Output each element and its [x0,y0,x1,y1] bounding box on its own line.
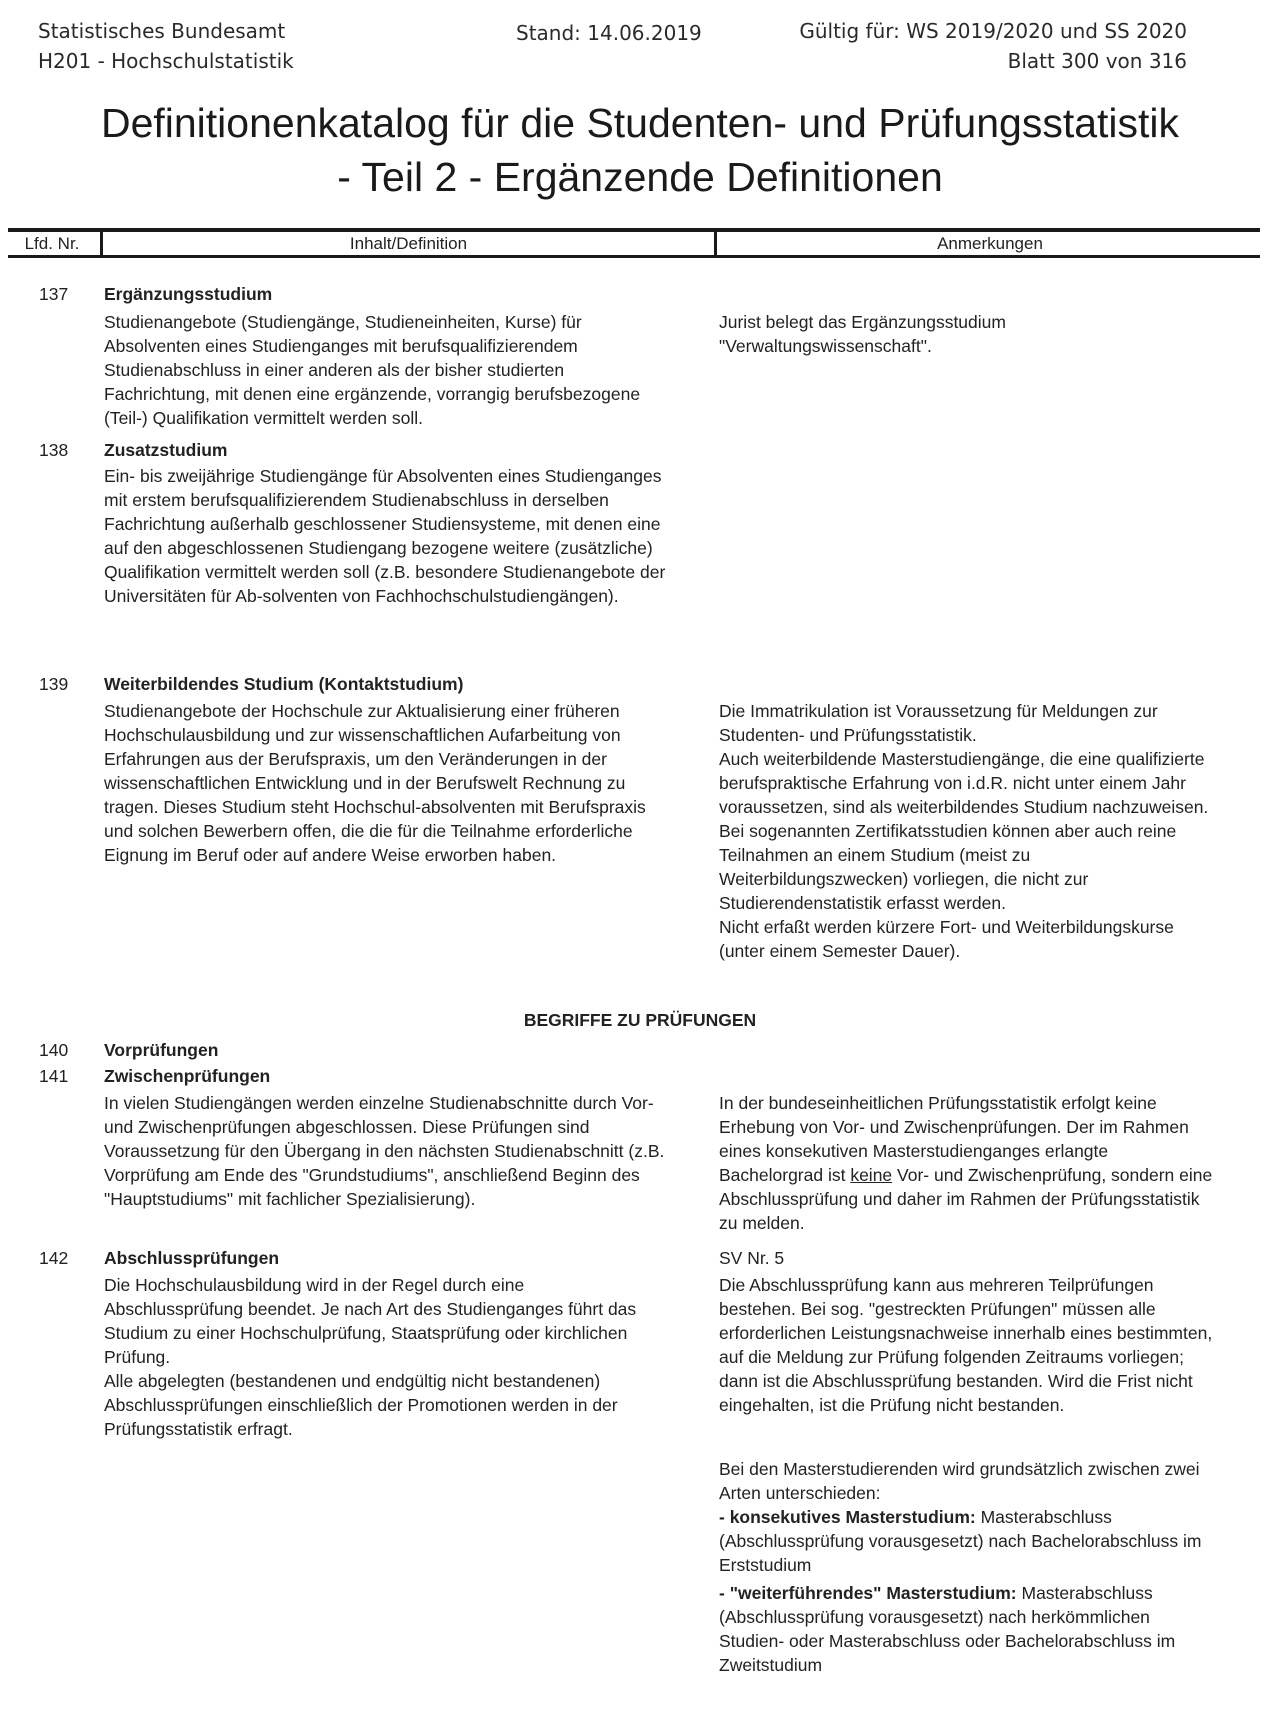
validity-period: Gültig für: WS 2019/2020 und SS 2020 [799,19,1187,43]
entry-number: 142 [39,1248,69,1268]
definition-line: wissenschaftlichen Entwicklung und in der Berufswelt Rechnung zu [104,773,626,793]
remark-line: Arten unterschieden: [719,1483,881,1503]
definition-line: Erfahrungen aus der Berufspraxis, um den Veränderungen in der [104,749,607,769]
sheet-number: Blatt 300 von 316 [1007,49,1187,73]
remark-line: Bei sogenannten Zertifikatsstudien können aber auch reine [719,821,1177,841]
remark-line: Die Immatrikulation ist Voraussetzung für Meldungen zur [719,701,1158,721]
definition-line: und solchen Bewerbern offen, die die für die Teilnahme erforderliche [104,821,633,841]
remark-line: zu melden. [719,1213,805,1233]
entry-definition [104,464,719,608]
entry-number: 139 [39,674,69,694]
definition-line: und Zwischenprüfungen abgeschlossen. Diese Prüfungen sind [104,1117,590,1137]
title-line-2: - Teil 2 - Ergänzende Definitionen [337,154,943,200]
remark-line: SV Nr. 5 [719,1248,785,1268]
entry-number: 140 [39,1040,69,1060]
entry-definition [104,1273,719,1441]
definition-line: Abschlussprüfung beendet. Je nach Art des Studienganges führt das [104,1299,637,1319]
entry-remark [719,1091,1259,1235]
definition-line: Prüfungsstatistik erfragt. [104,1419,293,1439]
remark-line: (unter einem Semester Dauer). [719,941,961,961]
remark-line: Studenten- und Prüfungsstatistik. [719,725,977,745]
remark-line: Teilnahmen an einem Studium (meist zu [719,845,1031,865]
definition-line: Studienangebote (Studiengänge, Studieneinheiten, Kurse) für [104,312,582,332]
remark-line: eines konsekutiven Masterstudienganges erlangte [719,1141,1109,1161]
org-department: H201 - Hochschulstatistik [38,49,294,73]
definition-line: Absolventen eines Studienganges mit berufsqualifizierendem [104,336,578,356]
definition-line: Eignung im Beruf oder auf andere Weise erworben haben. [104,845,557,865]
definition-line: auf den abgeschlossenen Studiengang bezogene weitere (zusätzliche) [104,538,653,558]
entry-number: 141 [39,1066,69,1086]
entry-number: 137 [39,284,69,304]
definition-line: Fachrichtung außerhalb geschlossener Studiensysteme, mit denen eine [104,514,661,534]
definition-line: Fachrichtung, mit denen eine ergänzende, vorrangig berufsbezogene [104,384,641,404]
remark-line: Zweitstudium [719,1655,823,1675]
remark-line: Erhebung von Vor- und Zwischenprüfungen. Der im Rahmen [719,1117,1189,1137]
remark-line [719,1163,1259,1187]
entry-definition [104,1091,719,1211]
remark-line: Abschlussprüfung und daher im Rahmen der Prüfungsstatistik [719,1189,1200,1209]
entry-definition [104,699,719,867]
header-validity [799,16,1187,76]
remark-line: erforderlichen Leistungsnachweise innerhalb eines bestimmten, [719,1323,1213,1343]
definition-line: Die Hochschulausbildung wird in der Regel durch eine [104,1275,525,1295]
definition-line: Studienangebote der Hochschule zur Aktualisierung einer früheren [104,701,620,721]
remark-line: bestehen. Bei sog. "gestreckten Prüfungen" müssen alle [719,1299,1156,1319]
definition-line: Studium zu einer Hochschulprüfung, Staatsprüfung oder kirchlichen [104,1323,628,1343]
remark-line: eingehalten, ist die Prüfung nicht bestanden. [719,1395,1065,1415]
definition-line: tragen. Dieses Studium steht Hochschul-absolventen mit Berufspraxis [104,797,646,817]
remark-text: Masterabschluss [1016,1583,1153,1603]
bold-term: - konsekutives Masterstudium: [719,1507,976,1527]
remark-line: dann ist die Abschlussprüfung bestanden. Wird die Frist nicht [719,1371,1193,1391]
remark-text: Masterabschluss [975,1507,1112,1527]
remark-line: Nicht erfaßt werden kürzere Fort- und Weiterbildungskurse [719,917,1174,937]
remark-text: Vor- und Zwischenprüfung, sondern eine [892,1165,1213,1185]
definition-line: Ein- bis zweijährige Studiengänge für Absolventen eines Studienganges [104,466,662,486]
entry-heading: Weiterbildendes Studium (Kontaktstudium) [104,674,464,694]
definition-line: Voraussetzung für den Übergang in den nächsten Studienabschnitt (z.B. [104,1141,665,1161]
spacer [719,1417,1259,1457]
remark-line: (Abschlussprüfung vorausgesetzt) nach Bachelorabschluss im [719,1531,1202,1551]
table-header [8,228,1260,258]
definition-line: In vielen Studiengängen werden einzelne Studienabschnitte durch Vor- [104,1093,654,1113]
definition-line: Hochschulausbildung und zur wissenschaftlichen Aufarbeitung von [104,725,621,745]
header-organization [38,16,294,76]
remark-text: Bachelorgrad ist [719,1165,851,1185]
column-header-remarks: Anmerkungen [937,234,1043,253]
column-header-definition: Inhalt/Definition [100,232,717,255]
remark-line: auf die Meldung zur Prüfung folgenden Zeitraums vorliegen; [719,1347,1184,1367]
definition-line: (Teil-) Qualifikation vermittelt werden soll. [104,408,423,428]
remark-line: voraussetzen, sind als weiterbildendes Studium nachzuweisen. [719,797,1209,817]
remark-line: Erststudium [719,1555,812,1575]
entry-number: 138 [39,440,69,460]
header-stand-date: Stand: 14.06.2019 [516,21,702,45]
definition-line: mit erstem berufsqualifizierendem Studienabschluss in derselben [104,490,609,510]
entry-remark [719,310,1259,358]
definition-line: Studienabschluss in einer anderen als der bisher studierten [104,360,565,380]
definition-line: Prüfung. [104,1347,171,1367]
remark-line: In der bundeseinheitlichen Prüfungsstatistik erfolgt keine [719,1093,1157,1113]
column-header-number: Lfd. Nr. [24,234,80,253]
entry-heading: Zwischenprüfungen [104,1066,271,1086]
definition-line: Alle abgelegten (bestandenen und endgültig nicht bestandenen) [104,1371,601,1391]
section-title: BEGRIFFE ZU PRÜFUNGEN [523,1010,757,1030]
entry-heading: Zusatzstudium [104,440,228,460]
remark-line: Weiterbildungszwecken) vorliegen, die nicht zur [719,869,1089,889]
remark-line: Die Abschlussprüfung kann aus mehreren Teilprüfungen [719,1275,1154,1295]
org-name: Statistisches Bundesamt [38,19,286,43]
remark-line: Bei den Masterstudierenden wird grundsätzlich zwischen zwei [719,1459,1200,1479]
definition-line: Universitäten für Ab-solventen von Fachhochschulstudiengängen). [104,586,619,606]
definition-line: "Hauptstudiums" mit fachlicher Spezialisierung). [104,1189,476,1209]
title-line-1: Definitionenkatalog für die Studenten- und Prüfungsstatistik [100,100,1180,146]
entry-heading: Vorprüfungen [104,1040,219,1060]
entry-heading: Abschlussprüfungen [104,1248,280,1268]
page-title [0,96,1280,204]
definition-line: Qualifikation vermittelt werden soll (z.B. besondere Studienangebote der [104,562,666,582]
entry-remark [719,1246,1259,1677]
remark-line: "Verwaltungswissenschaft". [719,336,932,356]
definition-line: Abschlussprüfungen einschließlich der Promotionen werden in der [104,1395,618,1415]
remark-line [719,1581,1259,1605]
remark-line: Studierendenstatistik erfasst werden. [719,893,1006,913]
entry-heading: Ergänzungsstudium [104,284,273,304]
bold-term: - "weiterführendes" Masterstudium: [719,1583,1017,1603]
remark-line: berufspraktische Erfahrung von i.d.R. nicht unter einem Jahr [719,773,1186,793]
remark-line [719,1505,1259,1529]
entry-definition [104,310,719,430]
remark-line: Auch weiterbildende Masterstudiengänge, die eine qualifizierte [719,749,1205,769]
definition-line: Vorprüfung am Ende des "Grundstudiums", anschließend Beginn des [104,1165,640,1185]
entry-remark [719,699,1259,963]
remark-line: Jurist belegt das Ergänzungsstudium [719,312,1006,332]
remark-line: Studien- oder Masterabschluss oder Bachelorabschluss im [719,1631,1176,1651]
remark-line: (Abschlussprüfung vorausgesetzt) nach herkömmlichen [719,1607,1150,1627]
underlined-word: keine [850,1165,893,1185]
